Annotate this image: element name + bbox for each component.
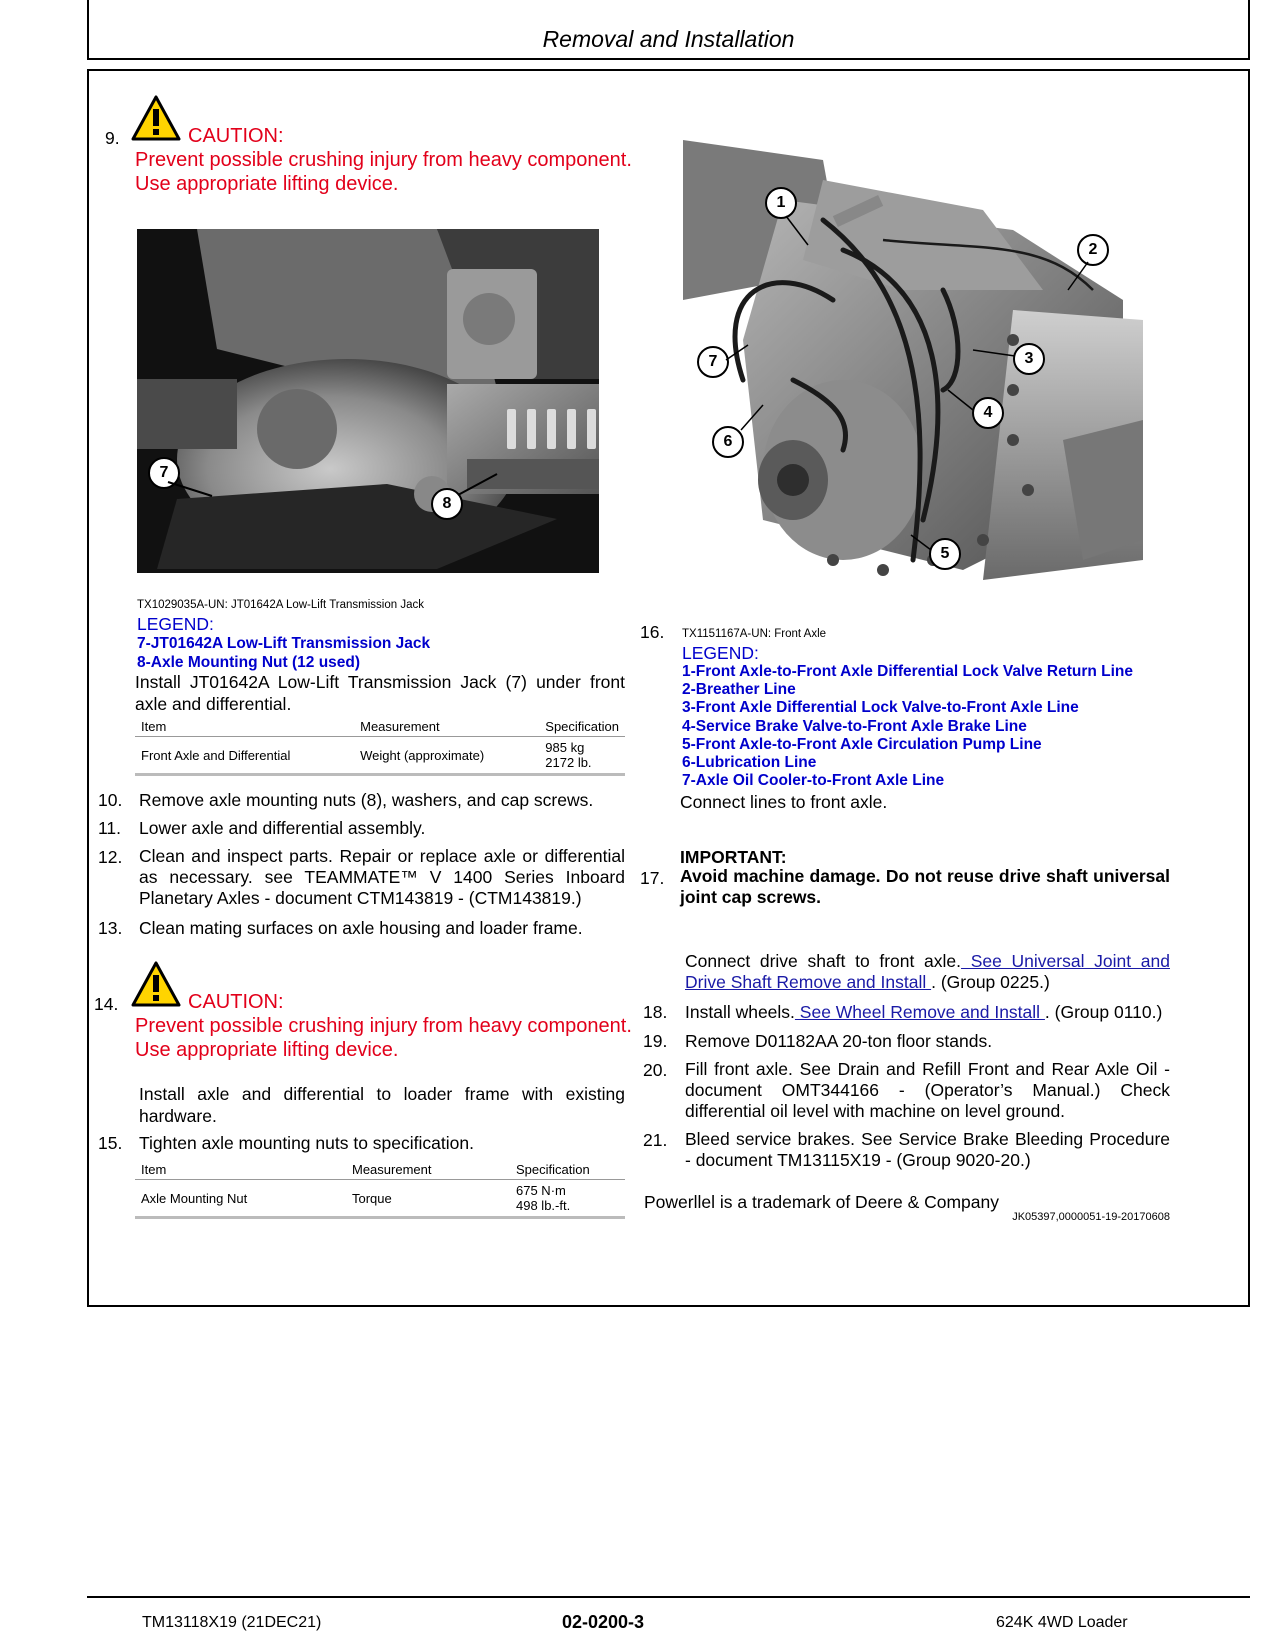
step-16-number: 16.	[640, 622, 665, 642]
spec-value: 985 kg	[545, 740, 585, 755]
step-19-number: 19.	[643, 1031, 668, 1051]
step-10-number: 10.	[98, 790, 123, 810]
callout-5: 5	[929, 538, 961, 570]
step-15-text: Tighten axle mounting nuts to specification.	[139, 1133, 474, 1153]
reference-code: JK05397,0000051-19-20170608	[1012, 1211, 1170, 1223]
table-row	[135, 737, 625, 775]
callout-7: 7	[148, 457, 180, 489]
step-14-text: Install axle and differential to loader frame with existing hardware.	[139, 1084, 625, 1126]
callout-3: 3	[1013, 343, 1045, 375]
step-20-text: Fill front axle. See Drain and Refill Front and Rear Axle Oil - document OMT344166 - (Operator’s Manual.) Check differential oil level with machine on level ground.	[685, 1059, 1170, 1121]
wheel-remove-link[interactable]: See Wheel Remove and Install	[794, 1002, 1045, 1022]
caution-text-line: Use appropriate lifting device.	[135, 1039, 399, 1061]
caution-text-line: Prevent possible crushing injury from heavy component.	[135, 149, 632, 171]
legend-item: 8-Axle Mounting Nut (12 used)	[137, 654, 361, 671]
step-17-text	[685, 951, 1170, 993]
step-21-text: Bleed service brakes. See Service Brake Bleeding Procedure - document TM13115X19 - (Group 9020-20.)	[685, 1129, 1170, 1170]
table-header: Measurement	[346, 1160, 510, 1180]
step-18-text	[685, 1001, 1162, 1023]
step-12-text: Clean and inspect parts. Repair or replace axle or differential as necessary. see TEAMMATE™ V 1400 Series Inboard Planetary Axles - document CTM143819 - (CTM143819.)	[139, 846, 625, 908]
universal-joint-link[interactable]: See Universal Joint and Drive Shaft Remove and Install	[685, 951, 1170, 992]
step-17-number: 17.	[640, 868, 665, 888]
legend-title: LEGEND:	[682, 643, 759, 663]
spec-table-weight	[135, 717, 625, 776]
step-18-number: 18.	[643, 1002, 668, 1022]
table-row	[135, 1180, 625, 1218]
table-header: Item	[135, 717, 354, 737]
callout-8: 8	[431, 488, 463, 520]
spec-value: 2172 lb.	[545, 755, 592, 770]
callout-7-leader	[160, 480, 215, 500]
step-16-text: Connect lines to front axle.	[680, 792, 888, 812]
legend-item: 7-Axle Oil Cooler-to-Front Axle Line	[682, 772, 945, 789]
callout-leaders	[683, 140, 1143, 602]
transmission-jack-photo	[137, 229, 599, 573]
page-title: Removal and Installation	[542, 26, 795, 52]
callout-4: 4	[972, 397, 1004, 429]
step-10-text: Remove axle mounting nuts (8), washers, and cap screws.	[139, 790, 594, 810]
step-15-number: 15.	[98, 1133, 123, 1153]
legend-item: 5-Front Axle-to-Front Axle Circulation Pump Line	[682, 736, 1042, 753]
table-cell: Axle Mounting Nut	[135, 1180, 346, 1218]
step-20-number: 20.	[643, 1060, 668, 1080]
table-header: Specification	[510, 1160, 625, 1180]
legend-title: LEGEND:	[137, 614, 214, 634]
step-21-number: 21.	[643, 1130, 668, 1150]
spec-value: 675 N·m	[516, 1183, 566, 1198]
table-cell: Front Axle and Differential	[135, 737, 354, 775]
table-header: Specification	[539, 717, 625, 737]
step-12-number: 12.	[98, 847, 123, 867]
trademark-note: Powerllel is a trademark of Deere & Company	[644, 1192, 1000, 1212]
caution-text-line: Use appropriate lifting device.	[135, 173, 399, 195]
important-label: IMPORTANT:	[680, 847, 787, 867]
page-number: 02-0200-3	[562, 1612, 645, 1632]
figure-caption: TX1151167A-UN: Front Axle	[682, 628, 827, 640]
caution-text-line: Prevent possible crushing injury from heavy component.	[135, 1015, 632, 1037]
step-18-text-end: . (Group 0110.)	[1044, 1002, 1163, 1022]
caution-icon	[131, 961, 181, 1007]
table-header: Item	[135, 1160, 346, 1180]
footer-machine: 624K 4WD Loader	[996, 1614, 1128, 1631]
step-17-text-start: Connect drive shaft to front axle.	[685, 951, 962, 971]
callout-2: 2	[1077, 234, 1109, 266]
spec-table-torque	[135, 1160, 625, 1219]
step-9-number: 9.	[105, 128, 120, 148]
legend-item: 3-Front Axle Differential Lock Valve-to-Front Axle Line	[682, 699, 1079, 716]
caution-icon	[131, 95, 181, 141]
step-17-text-end: . (Group 0225.)	[931, 972, 1050, 992]
table-cell: Torque	[346, 1180, 510, 1218]
step-13-text: Clean mating surfaces on axle housing and loader frame.	[139, 918, 583, 938]
step-19-text: Remove D01182AA 20-ton floor stands.	[685, 1031, 993, 1051]
step-18-text-start: Install wheels.	[685, 1002, 795, 1022]
footer-divider	[87, 1596, 1250, 1598]
figure-caption: TX1029035A-UN: JT01642A Low-Lift Transmission Jack	[137, 599, 424, 611]
legend-item: 4-Service Brake Valve-to-Front Axle Brake Line	[682, 718, 1027, 735]
table-cell: Weight (approximate)	[354, 737, 539, 775]
callout-7: 7	[697, 346, 729, 378]
step-11-text: Lower axle and differential assembly.	[139, 818, 426, 838]
header-box	[87, 0, 1250, 60]
step-9-text: Install JT01642A Low-Lift Transmission Jack (7) under front axle and differential.	[135, 672, 625, 714]
legend-item: 6-Lubrication Line	[682, 754, 817, 771]
caution-label: CAUTION:	[188, 991, 284, 1013]
callout-1: 1	[765, 187, 797, 219]
important-text: Avoid machine damage. Do not reuse drive shaft universal joint cap screws.	[680, 866, 1170, 907]
callout-8-leader	[455, 470, 500, 500]
table-header: Measurement	[354, 717, 539, 737]
spec-value: 498 lb.-ft.	[516, 1198, 571, 1213]
legend-item: 1-Front Axle-to-Front Axle Differential Lock Valve Return Line	[682, 663, 1133, 680]
callout-6: 6	[712, 426, 744, 458]
step-13-number: 13.	[98, 918, 123, 938]
legend-item: 2-Breather Line	[682, 681, 796, 698]
caution-label: CAUTION:	[188, 125, 284, 147]
step-14-number: 14.	[94, 994, 119, 1014]
legend-item: 7-JT01642A Low-Lift Transmission Jack	[137, 635, 431, 652]
table-cell	[539, 737, 625, 775]
step-11-number: 11.	[98, 818, 122, 838]
table-cell	[510, 1180, 625, 1218]
footer-doc-id: TM13118X19 (21DEC21)	[142, 1614, 322, 1631]
